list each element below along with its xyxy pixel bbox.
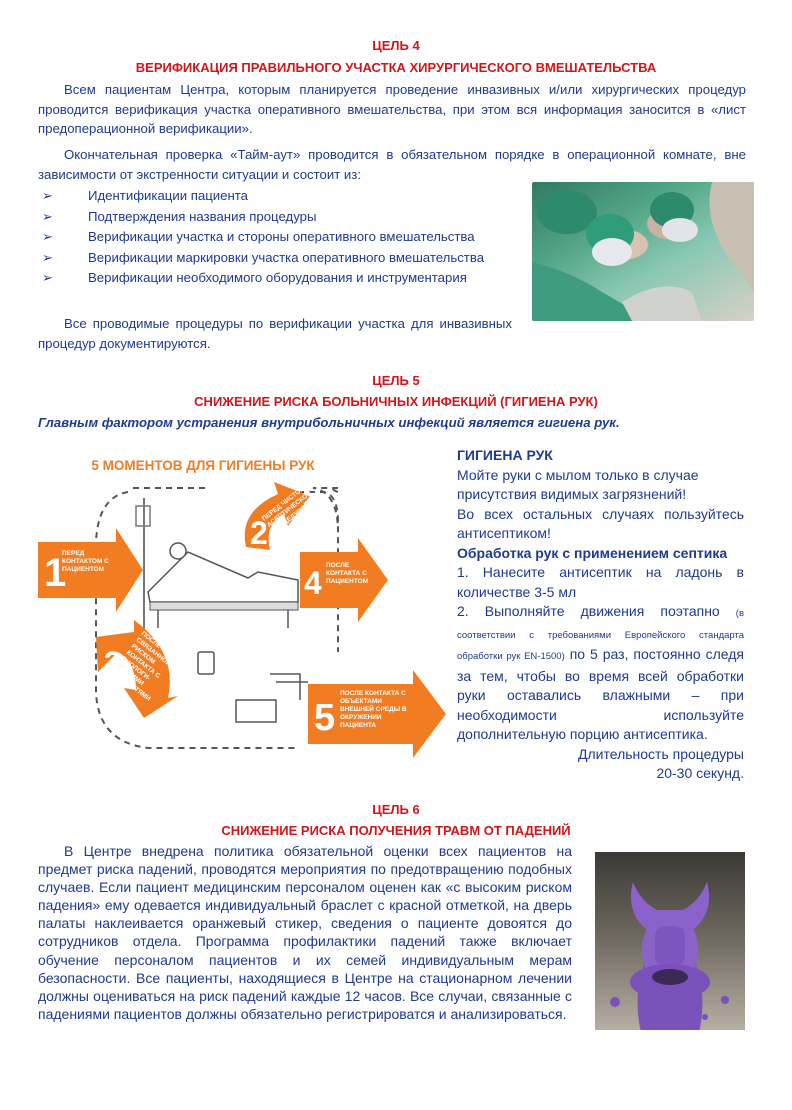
svg-text:2: 2 xyxy=(250,515,268,551)
duration-value: 20-30 секунд. xyxy=(656,765,744,781)
goal4-para3: Все проводимые процедуры по верификации участка для инвазивных процедур документируются. xyxy=(38,316,512,351)
surgeons-photo xyxy=(532,182,754,321)
goal5-number: ЦЕЛЬ 5 xyxy=(372,373,420,388)
goal4-bullet-list xyxy=(42,186,512,289)
goal5-title: СНИЖЕНИЕ РИСКА БОЛЬНИЧНЫХ ИНФЕКЦИЙ (ГИГИЕНА РУК) xyxy=(194,394,598,409)
moment-3-label: ПОСЛЕ СИТУАЦИИ, СВЯЗАННОЙ С РИСКОМ КОНТАКТА С БИОЛОГИ- ЧЕСКИМИ ЖИДКОСТЯМИ xyxy=(110,630,194,703)
arrow-bullet-icon: ➢ xyxy=(42,229,54,244)
goal6-para: В Центре внедрена политика обязательной оценки всех пациентов на предмет риска падений, проводятся мероприятия по предотвращению подобных случаев. Если пациент медицинским персоналом оценен как «с высоким риском падения» ему одевается индивидуальный браслет с красной отметкой, на дверь палаты наклеивается оранжевый стикер, сведения о пациенте довоятся до сотрудников отдела. Программа профилактики падений также включает обучение персоналом пациентов и их семей индивидуальным мерам безопасности. Все пациенты, находящиеся в Центре на стационарном лечении должны оцениваться на риск падений каждые 12 часов. Все случаи, связанные с падениями пациентов должны обязательно регистрироватся и анализироваться. xyxy=(38,843,572,1022)
moment-1-label: ПЕРЕД КОНТАКТОМ С ПАЦИЕНТОМ xyxy=(62,550,109,573)
hand-hygiene-text xyxy=(457,446,744,784)
goal4-para1: Всем пациентам Центра, которым планируется проведение инвазивных и/или хирургических процедур проводится верификация участка оперативного вмешательства, при этом вся информация заносится в «лист предоперационной верификации». xyxy=(38,82,746,136)
hand-hygiene-p1: Мойте руки с мылом только в случае присутствия видимых загрязнений! xyxy=(457,466,699,502)
list-item: ➢ Верификации маркировки участка оперативного вмешательства xyxy=(42,248,512,269)
svg-text:5: 5 xyxy=(314,697,336,739)
arrow-bullet-icon: ➢ xyxy=(42,208,54,224)
hand-hygiene-p2: Во всех остальных случаях пользуйтесь антисептиком! xyxy=(457,505,744,541)
goal4-title: ВЕРИФИКАЦИЯ ПРАВИЛЬНОГО УЧАСТКА ХИРУРГИЧЕСКОГО ВМЕШАТЕЛЬСТВА xyxy=(135,60,657,75)
diagram-graphic xyxy=(38,452,458,782)
moment-5-label: ПОСЛЕ КОНТАКТА С ОБЪЕКТАМИ ВНЕШНЕЙ СРЕДЫ В ОКРУЖЕНИИ ПАЦИЕНТА xyxy=(340,690,407,729)
diagram-title: 5 МОМЕНТОВ ДЛЯ ГИГИЕНЫ РУК xyxy=(91,458,315,473)
arrow-bullet-icon: ➢ xyxy=(42,249,54,265)
goal6-number: ЦЕЛЬ 6 xyxy=(372,802,420,817)
list-item: ➢ Верификации участка и стороны оперативного вмешательства xyxy=(42,227,512,248)
list-item: ➢ Идентификации пациента xyxy=(42,186,512,207)
duration-label: Длительность процедуры xyxy=(578,745,744,762)
goal4-number: ЦЕЛЬ 4 xyxy=(372,38,420,53)
goal4-para2: Окончательная проверка «Тайм-аут» проводится в обязательном порядке в операционной комнате, вне зависимости от экстренности ситуации и состоит из: xyxy=(38,147,746,182)
svg-text:1: 1 xyxy=(44,551,67,595)
goal6-title: СНИЖЕНИЕ РИСКА ПОЛУЧЕНИЯ ТРАВМ ОТ ПАДЕНИЙ xyxy=(221,823,571,838)
list-item: ➢ Подтверждения названия процедуры xyxy=(42,207,512,228)
hand-hygiene-diagram xyxy=(38,452,458,782)
fallen-figure-illustration xyxy=(595,852,745,1030)
list-item: ➢ Верификации необходимого оборудования и инструментария xyxy=(42,268,512,289)
hand-hygiene-step1: 1. Нанесите антисептик на ладонь в количестве 3-5 мл xyxy=(457,564,744,600)
moment-2-label: ПЕРЕД ЧИСТОЙ/ АСЕПТИЧЕСКОЙ ПРОЦЕДУРОЙ xyxy=(260,484,313,536)
goal5-subtitle: Главным фактором устранения внутрибольничных инфекций является гигиена рук. xyxy=(38,415,620,430)
svg-text:4: 4 xyxy=(304,565,322,601)
arrow-bullet-icon: ➢ xyxy=(42,270,54,285)
svg-text:3: 3 xyxy=(104,645,122,681)
moment-4-label: ПОСЛЕ КОНТАКТА С ПАЦИЕНТОМ xyxy=(326,562,369,585)
surgeons-illustration xyxy=(532,182,754,321)
hand-hygiene-step2: 2. Выполняйте движения поэтапно (в соответствии с требованиями Европейского стандарта обработки рук EN-1500) по 5 раз, постоянно следя за тем, чтобы во время всей обработки руки оставались влажными – при необходимости используйте дополнительную порцию антисептика. xyxy=(457,603,744,742)
fallen-figure-photo xyxy=(595,852,745,1030)
hand-hygiene-subheading: Обработка рук с применением септика xyxy=(457,544,728,561)
hand-hygiene-heading: ГИГИЕНА РУК xyxy=(457,447,553,463)
arrow-bullet-icon: ➢ xyxy=(42,188,54,203)
